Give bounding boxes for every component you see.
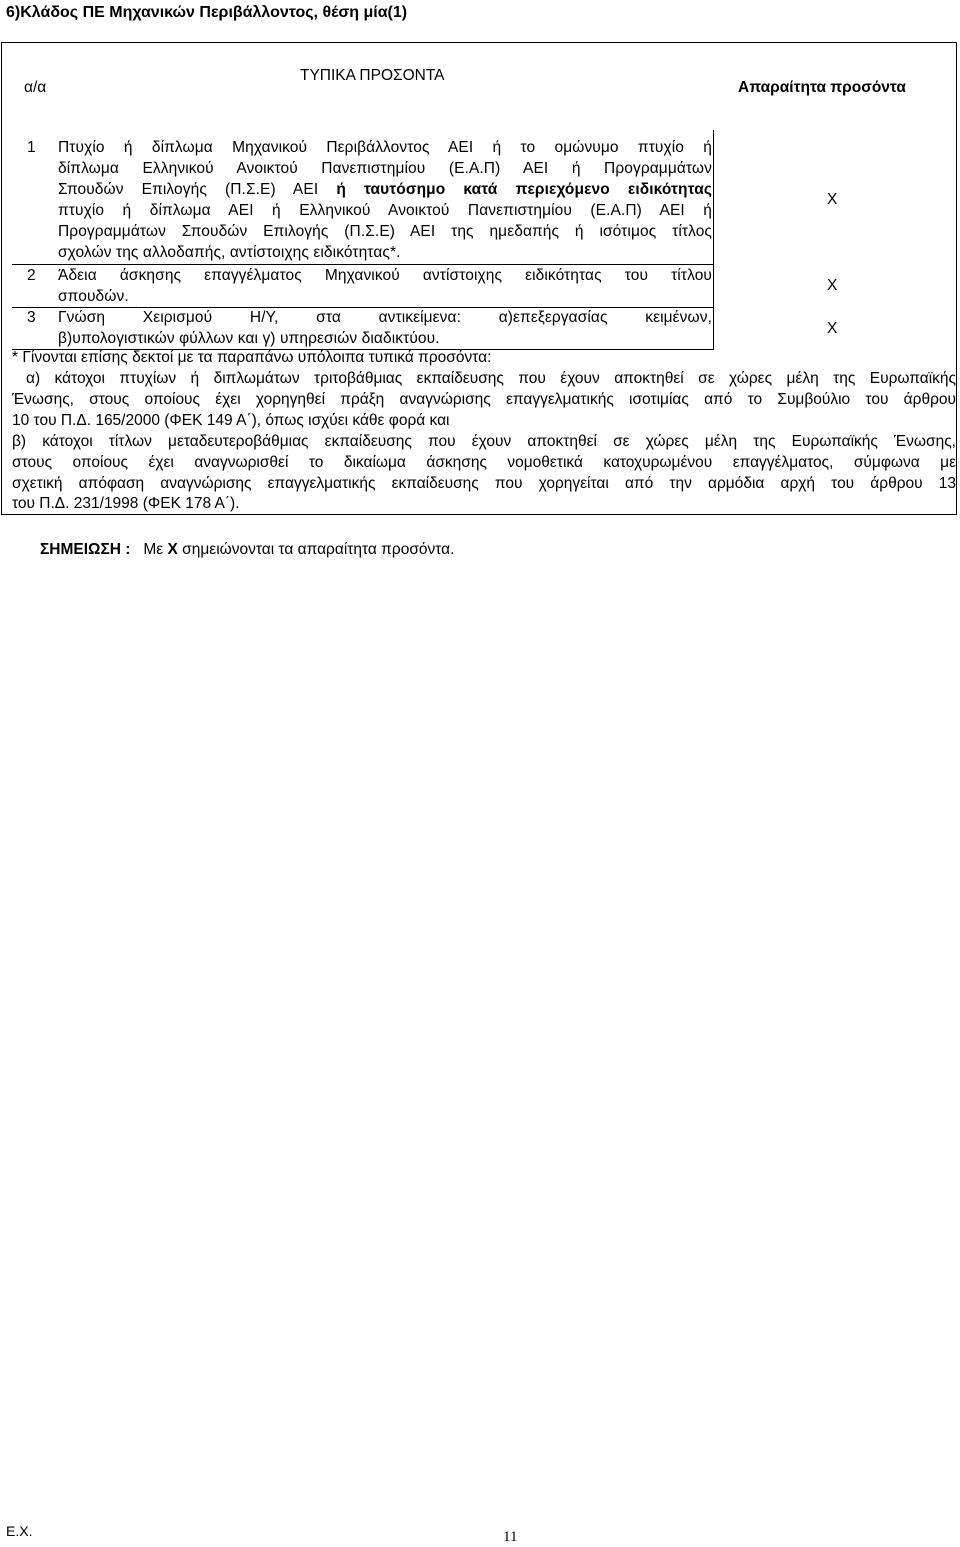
row-1-required-mark: X [827, 191, 838, 208]
page-title: 6)Κλάδος ΠΕ Μηχανικών Περιβάλλοντος, θέση μία(1) [6, 4, 408, 21]
row-1-line-3b: ή ταυτόσημο κατά περιεχόμενο ειδικότητας [336, 180, 712, 198]
row-2-line-1: Άδεια άσκησης επαγγέλματος Μηχανικού αντίστοιχης ειδικότητας του τίτλου [58, 267, 712, 284]
row-1-number: 1 [27, 139, 36, 156]
row-1-line-3 [58, 180, 712, 201]
footnote-b-line-2: στους οποίους έχει αναγνωρισθεί το δικαίωμα άσκησης νομοθετικά κατοχυρωμένου επαγγέλματος, σύμφωνα με [12, 453, 956, 471]
footnote-a-line-1: α) κάτοχοι πτυχίων ή διπλωμάτων τριτοβάθμιας εκπαίδευσης που έχουν αποκτηθεί σε χώρες μέλη της Ευρωπαϊκής [26, 369, 956, 387]
footnote-a-line-3: 10 του Π.Δ. 165/2000 (ΦΕΚ 149 Α΄), όπως ισχύει κάθε φορά και [12, 411, 450, 429]
column-header-typical: ΤΥΠΙΚΑ ΠΡΟΣΟΝΤΑ [300, 67, 445, 84]
column-header-aa: α/α [24, 79, 47, 96]
row-3-line-2: β)υπολογιστικών φύλλων και γ) υπηρεσιών διαδικτύου. [58, 329, 440, 347]
row-3-text [58, 308, 712, 350]
remark-pre: Με [143, 541, 164, 558]
row-2-number: 2 [27, 267, 36, 284]
row-1-text [58, 138, 712, 264]
row-2-required-mark: X [827, 277, 838, 294]
row-1-line-4: πτυχίο ή δίπλωμα ΑΕΙ ή Ελληνικού Ανοικτού Πανεπιστημίου (Ε.Α.Π) ΑΕΙ ή [58, 201, 712, 219]
footnote-a-line-2: Ένωσης, στους οποίους έχει χορηγηθεί πράξη αναγνώρισης επαγγελματικής ισοτιμίας από το Συμβούλιο του άρθρου [12, 390, 956, 408]
row-3-number: 3 [27, 309, 36, 326]
row-1-line-2: δίπλωμα Ελληνικού Ανοικτού Πανεπιστημίου (Ε.Α.Π) ΑΕΙ ή Προγραμμάτων [58, 159, 712, 177]
footnote-b-line-3: σχετική απόφαση αναγνώρισης επαγγελματικής εκπαίδευσης που χορηγείται από την αρμόδια αρχή του άρθρου 13 [12, 474, 956, 492]
row-2-line-2: σπουδών. [58, 287, 129, 305]
footnote-block [12, 348, 956, 515]
row-1-line-1: Πτυχίο ή δίπλωμα Μηχανικού Περιβάλλοντος ΑΕΙ ή το ομώνυμο πτυχίο ή [58, 139, 712, 156]
row-2-text [58, 266, 712, 308]
footnote-b-line-4: του Π.Δ. 231/1998 (ΦΕΚ 178 Α΄). [12, 495, 240, 513]
remark-note [40, 540, 454, 561]
page-number: 11 [503, 1529, 518, 1545]
footnote-b-line-1: β) κάτοχοι τίτλων μεταδευτεροβάθμιας εκπαίδευσης που έχουν αποκτηθεί σε χώρες μέλη της Ευρωπαϊκής Ένωσης, [12, 432, 956, 450]
row-1-line-6: σχολών της αλλοδαπής, αντίστοιχης ειδικότητας*. [58, 243, 401, 261]
footer-initials: Ε.Χ. [6, 1523, 33, 1539]
remark-post: σημειώνονται τα απαραίτητα προσόντα. [182, 541, 455, 558]
row-1-line-3a: Σπουδών Επιλογής (Π.Σ.Ε) ΑΕΙ [58, 180, 319, 198]
row-1-line-5: Προγραμμάτων Σπουδών Επιλογής (Π.Σ.Ε) ΑΕΙ της ημεδαπής ή ισότιμος τίτλος [58, 222, 712, 240]
row-3-line-1: Γνώση Χειρισμού Η/Υ, στα αντικείμενα: α)επεξεργασίας κειμένων, [58, 309, 712, 326]
row-3-required-mark: X [827, 320, 838, 337]
remark-label: ΣΗΜΕΙΩΣΗ : [40, 541, 131, 558]
remark-x: X [167, 541, 178, 558]
column-header-required: Απαραίτητα προσόντα [738, 79, 906, 96]
footnote-intro: * Γίνονται επίσης δεκτοί με τα παραπάνω υπόλοιπα τυπικά προσόντα: [12, 349, 492, 366]
